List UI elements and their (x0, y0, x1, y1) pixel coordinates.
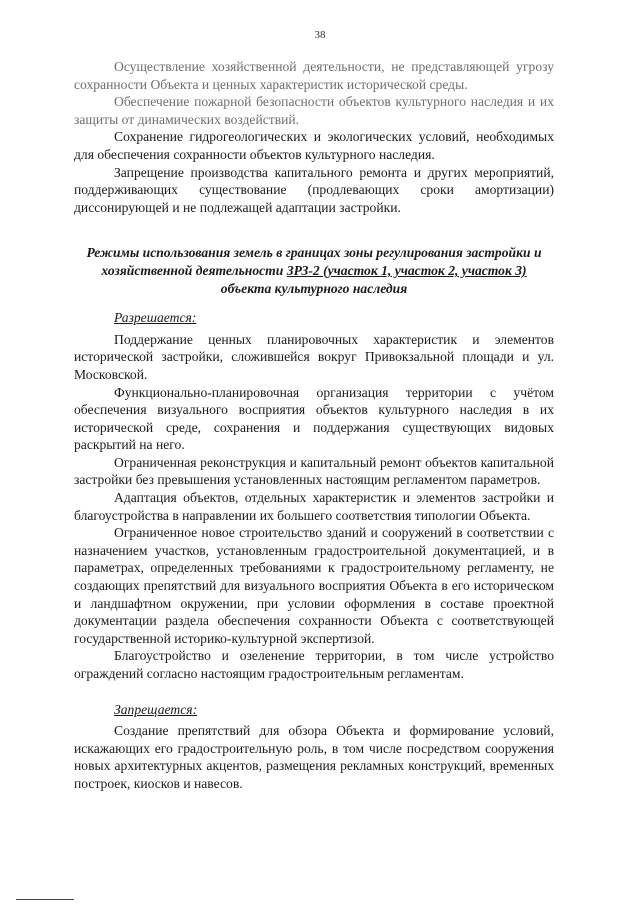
forbidden-paragraph: Создание препятствий для обзора Объекта и формирование условий, искажающих его градостроительную роль, в том числе посредством сооружения новых архитектурных акцентов, размещения рекламных конструкций, временных построек, киосков и навесов. (74, 723, 554, 791)
page-number: 38 (314, 29, 326, 41)
allowed-paragraph: Ограниченное новое строительство зданий и сооружений в соответствии с назначением участков, установленным градостроительной документацией, и в параметрах, определенных требованиями к градостроительному регламенту, не создающих препятствий для визуального восприятия Объекта в его историческом и ландшафтном окружении, при условии оформления в составе проектной документации раздела обеспечения сохранности Объекта с соответствующей государственной историко-культурной экспертизой. (74, 525, 554, 646)
allowed-paragraph: Благоустройство и озеленение территории, в том числе устройство ограждений согласно настоящим градостроительным регламентам. (74, 648, 554, 681)
heading-part-1: Режимы использования земель в границах зоны регулирования застройки и хозяйственной деятельности (86, 245, 542, 278)
allowed-label: Разрешается: (114, 310, 197, 326)
allowed-paragraph: Функционально-планировочная организация территории с учётом обеспечения визуального восприятия объектов культурного наследия в их исторической среде, сохранения и поддержания существующих видовых раскрытий на него. (74, 384, 554, 453)
intro-paragraph-3: Сохранение гидрогеологических и экологических условий, необходимых для обеспечения сохранности объектов культурного наследия. (74, 129, 554, 162)
intro-section (74, 58, 554, 216)
allowed-paragraph: Адаптация объектов, отдельных характеристик и элементов застройки и благоустройства в направлении их большего соответствия типологии Объекта. (74, 490, 554, 523)
intro-paragraph-4: Запрещение производства капитального ремонта и других мероприятий, поддерживающих существование (продлевающих сроки амортизации) диссонирующей и не подлежащей адаптации застройки. (74, 164, 554, 215)
heading-zone-code: ЗРЗ-2 (участок 1, участок 2, участок 3) (286, 262, 527, 278)
allowed-paragraph: Ограниченная реконструкция и капитальный ремонт объектов капитальной застройки без превышения установленных настоящим регламентом параметров. (74, 454, 554, 488)
intro-paragraph-1: Осуществление хозяйственной деятельности, не представляющей угрозу сохранности Объекта и ценных характеристик исторической среды. (74, 59, 554, 92)
forbidden-section (74, 701, 554, 793)
allowed-paragraph: Поддержание ценных планировочных характеристик и элементов исторической застройки, сложившейся вокруг Привокзальной площади и ул. Московской. (74, 331, 554, 382)
intro-paragraph-2: Обеспечение пожарной безопасности объектов культурного наследия и их защиты от динамических воздействий. (74, 94, 554, 127)
section-heading (74, 244, 554, 297)
forbidden-label: Запрещается: (114, 701, 198, 717)
allowed-section (74, 309, 554, 682)
heading-part-2: объекта культурного наследия (220, 280, 408, 296)
document-body (74, 58, 554, 793)
scan-artifact-line (16, 899, 74, 900)
